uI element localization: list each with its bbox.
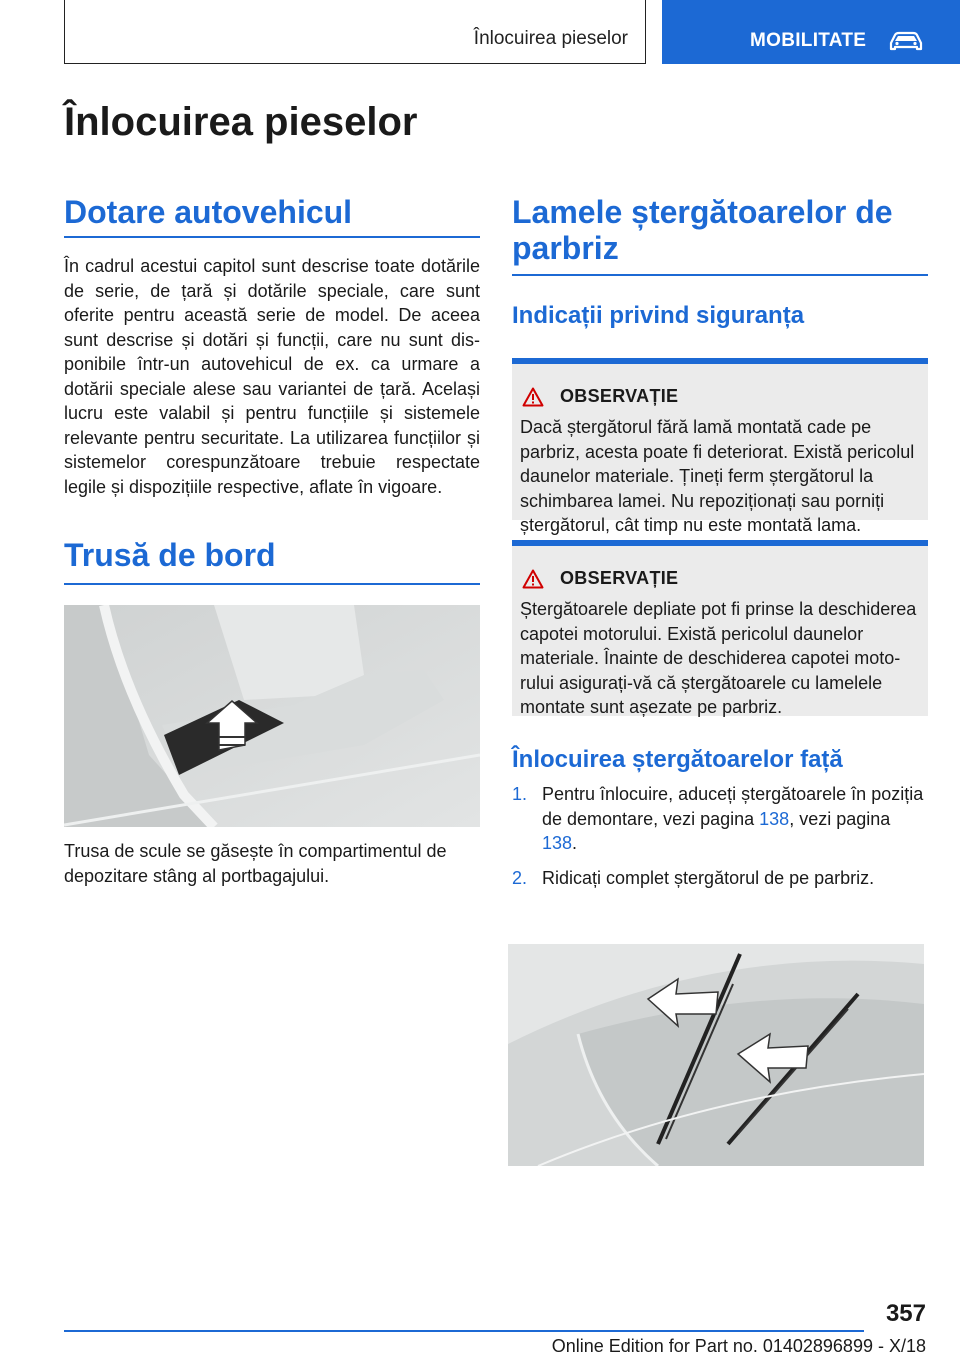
steps-list [512,782,928,890]
warning-note-header [522,386,928,407]
section-body-dotare: În cadrul acestui capitol sunt descrise toate dotările de serie, de țară și dotările speciale, care sunt oferite pentru această serie de model. De aceea sunt descrise și dotări și funcții, care nu sunt disponibile într-un autovehicul de ex. ca urmare a dotării speciale alese sau variantei de țară. Același lucru este valabil și pentru funcțiile și sistemele relevante pentru securitate. La utilizarea funcțiilor și sistemelor corespunzătoare trebuie respectate legile și dispozițiile respective, aflate în vigoare. [64,256,480,497]
page-number: 357 [885,1300,926,1327]
section-rule [64,583,480,585]
warning-note-title: OBSERVAȚIE [560,386,679,406]
wiper-photo [508,944,924,1166]
step-number: 1. [512,784,528,804]
header-tab-label: MOBILITATE [750,30,867,51]
car-icon [888,30,924,52]
subheading-inlocuirea-fata: Înlocuirea ștergătoarelor față [512,746,843,773]
step-text: Ridicați complet ștergătorul de pe parbriz. [542,867,875,888]
warning-note [512,358,928,535]
edition-text: Online Edition for Part no. 01402896899 - X/18 [551,1336,926,1356]
warning-note-title: OBSERVAȚIE [560,568,679,588]
header-tab-mobilitate[interactable] [662,0,960,64]
section-rule [512,274,928,276]
page-link[interactable]: 138 [759,808,790,829]
trunk-photo [64,605,480,827]
warning-triangle-icon [522,569,544,589]
subheading-siguranta: Indicații privind siguranța [512,302,805,329]
right-column [512,194,928,890]
step-item [512,866,928,891]
left-column [64,194,480,888]
section-heading-dotare: Dotare autovehicul [64,194,353,230]
trunk-photo-caption: Trusa de scule se găsește în compartimentul de depozitare stâng al portbagajului. [64,841,447,886]
step-text: Pentru înlocuire, aduceți ștergătoarele în poziția de demontare, vezi pagina 138, vezi pagina 138. [542,784,924,853]
warning-note-text: Ștergătoarele depliate pot fi prinse la deschiderea capotei motorului. Există pericolul daunelor materiale. Înainte de deschiderea capotei motorului asigurați-vă că ștergătoarele cu lamelele montate sunt așezate pe parbriz. [520,599,917,717]
warning-note [512,540,928,716]
footer-rule [64,1330,864,1332]
section-heading-lamele: Lamele ștergătoarelor de parbriz [512,194,893,266]
page-title: Înlocuirea pieselor [64,100,418,144]
section-heading-trusa: Trusă de bord [64,537,276,573]
header-section-title: Înlocuirea pieselor [473,28,628,49]
warning-triangle-icon [522,387,544,407]
section-rule [64,236,480,238]
warning-note-text: Dacă ștergătorul fără lamă montată cade pe parbriz, acesta poate fi deteriorat. Există pericolul daunelor materiale. Țineți ferm ștergătorul la schimbarea lamei. Nu repoziționați sau porniți ștergătorul, cât timp nu este montată lama. [520,417,915,535]
warning-note-header [522,568,928,589]
page-link[interactable]: 138 [542,833,573,853]
step-item [512,782,928,856]
step-number: 2. [512,867,528,888]
